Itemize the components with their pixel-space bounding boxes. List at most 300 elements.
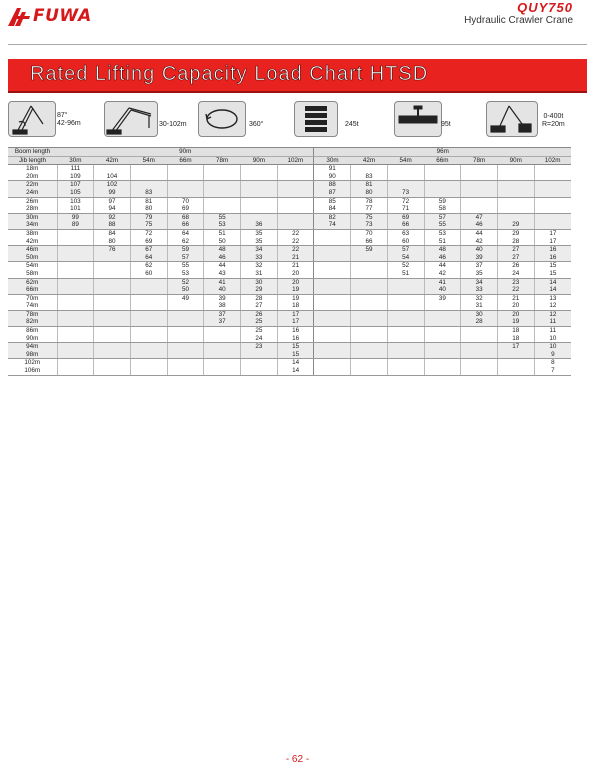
capacity-cell [241,367,278,375]
jib-length-col-header: 54m [130,156,167,165]
table-row [8,246,571,254]
capacity-cell: 20 [497,310,534,318]
capacity-cell: 51 [387,270,424,278]
capacity-cell [130,327,167,335]
capacity-cell [497,181,534,189]
capacity-cell [57,318,94,326]
capacity-cell: 64 [167,229,204,237]
capacity-cell: 68 [167,213,204,221]
capacity-cell: 10 [534,343,571,351]
table-row [8,278,571,286]
capacity-cell: 92 [94,213,131,221]
capacity-cell: 23 [241,343,278,351]
capacity-cell [94,318,131,326]
capacity-cell [387,335,424,343]
capacity-cell: 15 [534,262,571,270]
boom-angle-label: 87° 42-96m [57,112,81,127]
capacity-cell [167,335,204,343]
capacity-cell [241,189,278,197]
capacity-cell: 59 [351,246,388,254]
capacity-cell: 27 [497,246,534,254]
capacity-cell: 52 [167,278,204,286]
capacity-cell [534,213,571,221]
load-chart-table [8,147,571,376]
capacity-cell: 51 [424,238,461,246]
capacity-cell: 34 [461,278,498,286]
jib-length-label: 30-102m [159,121,187,128]
capacity-cell: 69 [130,238,167,246]
capacity-cell: 31 [241,270,278,278]
capacity-cell: 18 [497,327,534,335]
capacity-cell: 48 [204,246,241,254]
table-row [8,238,571,246]
capacity-cell: 29 [497,221,534,229]
superlift-icon [486,101,538,137]
capacity-cell: 77 [351,205,388,213]
capacity-cell: 40 [204,286,241,294]
table-row [8,318,571,326]
capacity-cell [424,318,461,326]
radius-cell: 54m [26,262,39,270]
capacity-cell [314,318,351,326]
capacity-cell: 35 [241,238,278,246]
capacity-cell [497,197,534,205]
capacity-cell: 37 [461,262,498,270]
capacity-cell [94,270,131,278]
capacity-cell: 19 [497,318,534,326]
table-row [8,205,571,213]
capacity-cell: 103 [57,197,94,205]
capacity-cell: 21 [277,262,314,270]
capacity-cell [351,367,388,375]
capacity-cell: 26 [241,310,278,318]
table-row [8,310,571,318]
radius-cell: 30m [8,213,57,221]
table-row [8,181,571,189]
capacity-cell [241,359,278,367]
capacity-cell: 41 [424,278,461,286]
capacity-cell [241,173,278,181]
capacity-cell: 99 [57,213,94,221]
capacity-cell [497,367,534,375]
table-row [8,189,571,197]
capacity-cell [130,343,167,351]
capacity-cell [94,343,131,351]
capacity-cell: 32 [461,294,498,302]
radius-cell: 22m [8,181,57,189]
capacity-cell [94,359,131,367]
capacity-cell [387,181,424,189]
capacity-cell: 58 [424,205,461,213]
capacity-cell: 76 [94,246,131,254]
boom-group-96m: 96m [314,148,571,157]
capacity-cell: 72 [130,229,167,237]
radius-cell: 58m [8,270,57,278]
capacity-cell: 43 [204,270,241,278]
capacity-cell: 20 [277,270,314,278]
capacity-cell: 79 [130,213,167,221]
capacity-cell [167,189,204,197]
capacity-cell [351,254,388,262]
capacity-cell: 41 [204,278,241,286]
capacity-cell: 48 [424,246,461,254]
spec-icons-row [8,101,587,137]
capacity-cell: 44 [424,262,461,270]
capacity-cell [277,213,314,221]
radius-cell: 74m [8,302,57,310]
table-row [8,343,571,351]
capacity-cell [534,221,571,229]
title-banner [8,59,587,91]
capacity-cell [57,286,94,294]
capacity-cell: 32 [241,262,278,270]
capacity-cell: 16 [534,246,571,254]
capacity-cell [387,327,424,335]
radius-cell: 46m [8,246,57,254]
capacity-cell [351,351,388,359]
capacity-cell [534,173,571,181]
capacity-cell [314,327,351,335]
capacity-cell: 39 [204,294,241,302]
capacity-cell [497,205,534,213]
capacity-cell: 35 [461,270,498,278]
capacity-cell: 111 [57,165,94,173]
capacity-cell [130,302,167,310]
capacity-cell: 12 [534,310,571,318]
jib-length-col-header: 30m [314,156,351,165]
header-divider [8,44,587,45]
capacity-cell: 17 [497,343,534,351]
capacity-cell: 69 [167,205,204,213]
capacity-cell [94,327,131,335]
model-number: QUY750 [517,0,573,15]
table-row [8,367,571,375]
capacity-cell [461,165,498,173]
capacity-cell: 80 [351,189,388,197]
capacity-cell: 66 [351,238,388,246]
capacity-cell [461,367,498,375]
table-row [8,213,571,221]
capacity-cell [204,173,241,181]
capacity-cell: 22 [277,246,314,254]
brand-name: FUWA [33,6,92,26]
capacity-cell [424,335,461,343]
capacity-cell [314,238,351,246]
rotation-icon [198,101,246,137]
capacity-cell: 80 [130,205,167,213]
table-row [8,229,571,237]
capacity-cell: 91 [314,165,351,173]
capacity-cell: 69 [387,213,424,221]
radius-cell: 90m [8,335,57,343]
capacity-cell [424,343,461,351]
capacity-cell: 97 [94,197,131,205]
table-row [8,286,571,294]
capacity-cell [387,351,424,359]
radius-cell: 34m [8,221,57,229]
capacity-cell [57,335,94,343]
capacity-cell: 75 [130,221,167,229]
jib-length-col-header: 78m [204,156,241,165]
capacity-cell: 24 [497,270,534,278]
capacity-cell: 53 [424,229,461,237]
capacity-cell [387,286,424,294]
capacity-cell [94,286,131,294]
capacity-cell: 37 [204,318,241,326]
jib-length-col-header: 90m [241,156,278,165]
capacity-cell: 66 [387,221,424,229]
capacity-cell: 64 [130,254,167,262]
radius-cell: 94m [8,343,57,351]
capacity-cell: 19 [277,286,314,294]
capacity-cell: 20 [497,302,534,310]
superlift-label [542,113,565,129]
capacity-cell [94,262,131,270]
capacity-cell: 84 [94,229,131,237]
table-row [8,197,571,205]
capacity-cell: 25 [241,327,278,335]
jib-length-col-header: 42m [351,156,388,165]
capacity-cell [534,205,571,213]
radius-cell: 86m [26,327,39,335]
capacity-cell [497,189,534,197]
capacity-cell [314,310,351,318]
capacity-cell: 70 [167,197,204,205]
capacity-cell: 83 [130,189,167,197]
capacity-cell [204,205,241,213]
capacity-cell [387,318,424,326]
capacity-cell [351,262,388,270]
capacity-cell: 28 [461,318,498,326]
capacity-cell [57,302,94,310]
capacity-cell: 84 [314,205,351,213]
capacity-cell [94,302,131,310]
capacity-cell [497,213,534,221]
capacity-cell [167,181,204,189]
table-row [8,351,571,359]
capacity-cell: 18 [277,302,314,310]
capacity-cell [387,310,424,318]
capacity-cell: 60 [387,238,424,246]
capacity-cell [57,262,94,270]
table-row [8,173,571,181]
capacity-cell [314,302,351,310]
capacity-cell [424,181,461,189]
capacity-cell: 85 [314,197,351,205]
capacity-cell [94,335,131,343]
capacity-cell: 83 [351,173,388,181]
table-row [8,335,571,343]
boom-group-90m: 90m [57,148,314,157]
capacity-cell [167,302,204,310]
capacity-cell: 39 [461,254,498,262]
capacity-cell: 19 [277,294,314,302]
capacity-cell [57,294,94,302]
jib-length-col-header: 102m [277,156,314,165]
capacity-cell: 55 [167,262,204,270]
capacity-cell [204,197,241,205]
capacity-cell [534,181,571,189]
capacity-cell [461,359,498,367]
capacity-cell [167,343,204,351]
capacity-cell: 15 [534,270,571,278]
capacity-cell [130,294,167,302]
capacity-cell: 28 [497,238,534,246]
table-row [8,359,571,367]
capacity-cell [351,318,388,326]
capacity-cell [130,351,167,359]
capacity-cell [534,197,571,205]
capacity-cell [534,189,571,197]
capacity-cell: 70 [351,229,388,237]
capacity-cell [351,359,388,367]
capacity-cell: 44 [204,262,241,270]
capacity-cell: 42 [461,238,498,246]
table-row [8,327,571,335]
capacity-cell: 59 [167,246,204,254]
capacity-cell [130,318,167,326]
capacity-cell: 55 [204,213,241,221]
capacity-cell: 88 [94,221,131,229]
capacity-cell [387,278,424,286]
capacity-cell: 88 [314,181,351,189]
capacity-cell: 14 [277,367,314,375]
capacity-cell: 31 [461,302,498,310]
capacity-cell [424,173,461,181]
capacity-cell: 67 [130,246,167,254]
capacity-cell: 55 [424,221,461,229]
capacity-cell [57,310,94,318]
capacity-cell: 28 [241,294,278,302]
capacity-cell: 60 [130,270,167,278]
capacity-cell [241,213,278,221]
capacity-cell [130,359,167,367]
jib-length-col-header: 54m [387,156,424,165]
capacity-cell: 22 [277,238,314,246]
capacity-cell [130,367,167,375]
capacity-cell [277,189,314,197]
capacity-cell [57,278,94,286]
capacity-cell: 16 [277,335,314,343]
capacity-cell [94,310,131,318]
capacity-cell: 80 [94,238,131,246]
capacity-cell: 46 [424,254,461,262]
jib-length-col-header: 90m [497,156,534,165]
capacity-cell: 89 [57,221,94,229]
capacity-cell [351,165,388,173]
capacity-cell: 37 [204,310,241,318]
capacity-cell: 36 [241,221,278,229]
capacity-cell [94,294,131,302]
capacity-cell [314,254,351,262]
capacity-cell [167,310,204,318]
radius-cell: 102m [24,359,41,367]
capacity-cell: 71 [387,205,424,213]
rotation-label: 360° [249,121,264,128]
capacity-cell [204,181,241,189]
boom-angle-icon [8,101,56,137]
capacity-cell [314,278,351,286]
table-row [8,262,571,270]
capacity-cell: 73 [387,189,424,197]
capacity-cell: 53 [167,270,204,278]
capacity-cell [204,359,241,367]
capacity-cell [204,351,241,359]
capacity-cell: 59 [424,197,461,205]
capacity-cell [424,310,461,318]
capacity-cell: 75 [351,213,388,221]
capacity-cell: 29 [241,286,278,294]
capacity-cell [424,351,461,359]
capacity-cell: 57 [424,213,461,221]
radius-cell: 38m [26,229,39,237]
capacity-cell [167,165,204,173]
capacity-cell: 38 [204,302,241,310]
radius-cell: 50m [8,254,57,262]
carbody-weight-icon [394,101,442,137]
capacity-cell: 27 [241,302,278,310]
capacity-cell [130,286,167,294]
capacity-cell [130,335,167,343]
capacity-cell [314,286,351,294]
capacity-cell: 102 [94,181,131,189]
radius-cell: 106m [8,367,57,375]
capacity-cell [277,181,314,189]
capacity-cell [351,270,388,278]
capacity-cell: 109 [57,173,94,181]
capacity-cell: 13 [534,294,571,302]
capacity-cell: 81 [351,181,388,189]
capacity-cell: 27 [497,254,534,262]
capacity-cell [241,197,278,205]
counterweight-label: 245t [345,121,359,128]
capacity-cell: 101 [57,205,94,213]
capacity-cell: 54 [387,254,424,262]
capacity-cell [57,327,94,335]
table-row [8,302,571,310]
capacity-cell: 66 [167,221,204,229]
capacity-cell: 99 [94,189,131,197]
radius-cell: 42m [8,238,57,246]
capacity-cell: 9 [534,351,571,359]
capacity-cell: 57 [387,246,424,254]
capacity-cell [57,238,94,246]
capacity-cell: 39 [424,294,461,302]
fuwa-logo-icon [8,6,30,26]
capacity-cell [351,286,388,294]
capacity-cell [130,278,167,286]
capacity-cell: 25 [241,318,278,326]
capacity-cell [314,359,351,367]
capacity-cell: 17 [534,229,571,237]
capacity-cell [424,367,461,375]
capacity-cell [204,343,241,351]
capacity-cell: 105 [57,189,94,197]
capacity-cell: 50 [204,238,241,246]
capacity-cell [277,165,314,173]
capacity-cell [167,351,204,359]
capacity-cell: 17 [277,310,314,318]
radius-cell: 62m [8,278,57,286]
radius-cell: 20m [8,173,57,181]
capacity-cell: 20 [277,278,314,286]
capacity-cell [424,359,461,367]
capacity-cell: 21 [497,294,534,302]
capacity-cell [497,351,534,359]
capacity-cell: 82 [314,213,351,221]
capacity-cell: 14 [534,286,571,294]
table-row [8,165,571,173]
